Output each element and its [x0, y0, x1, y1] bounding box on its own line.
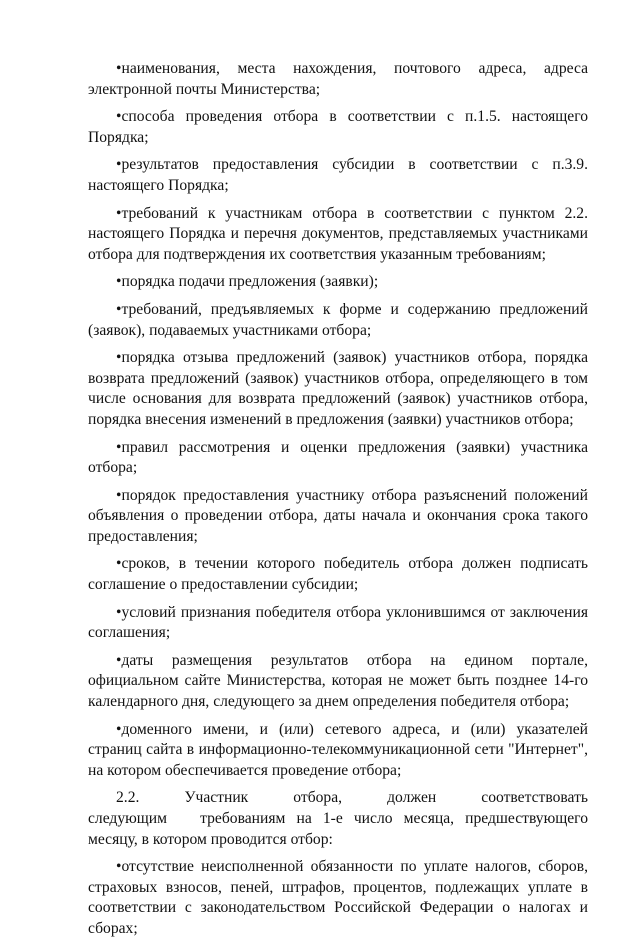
bullet-icon: •	[116, 858, 122, 876]
list-item-text: требований, предъявляемых к форме и содержанию предложений (заявок), подаваемых участниками отбора;	[88, 300, 588, 339]
list-item-text: порядка подачи предложения (заявки);	[121, 273, 379, 291]
list-item-text: наименования, места нахождения, почтового адреса, адреса электронной почты Министерства;	[88, 60, 588, 98]
list-item-text: способа проведения отбора в соответствии с п.1.5. настоящего Порядка;	[88, 108, 588, 146]
list-item-text: требований к участникам отбора в соответствии с пунктом 2.2. настоящего Порядка и перечня документов, представляемых участниками отбора для подтверждения их соответствия указанным требованиям;	[88, 204, 588, 263]
bullet-icon: •	[116, 60, 122, 77]
list-item	[88, 348, 588, 430]
list-item-text: сроков, в течении которого победитель отбора должен подписать соглашение о предоставлении субсидии;	[88, 555, 588, 594]
list-item	[88, 59, 588, 100]
list-item-text: условий признания победителя отбора уклонившимся от заключения соглашения;	[88, 603, 588, 642]
list-item	[88, 438, 588, 479]
bullet-icon: •	[116, 349, 122, 367]
section-2-2-lead: 2.2. Участник отбора, должен соответствовать следующим	[88, 789, 588, 827]
list-item	[88, 554, 588, 595]
bullet-icon: •	[116, 555, 122, 573]
list-item	[88, 651, 588, 713]
list-item-text: порядка отзыва предложений (заявок) участников отбора, порядка возврата предложений (заявок) участников отбора, определяющего в том числе основания для возврата предложений (заявок) участников отбора, порядка внесения изменений в предложения (заявки) участников отбора;	[88, 349, 588, 428]
bullet-icon: •	[116, 486, 122, 504]
list-item-text: доменного имени, и (или) сетевого адреса, и (или) указателей страниц сайта в информационно-телекоммуникационной сети "Интернет", на котором обеспечивается проведение отбора;	[88, 720, 588, 779]
list-item	[88, 603, 588, 644]
bullet-icon: •	[116, 204, 122, 222]
list-item	[88, 204, 588, 266]
list-item-text: отсутствие неисполненной обязанности по уплате налогов, сборов, страховых взносов, пеней, штрафов, процентов, подлежащих уплате в соответствии с законодательством Российской Федерации о налогах и сборах;	[88, 858, 588, 937]
bullet-icon: •	[116, 720, 122, 738]
section-2-2-paragraph	[88, 788, 588, 850]
list-item	[88, 272, 588, 293]
list-item-text: правил рассмотрения и оценки предложения (заявки) участника отбора;	[88, 438, 588, 477]
list-item	[88, 300, 588, 341]
bullet-icon: •	[116, 273, 122, 291]
section-2-2-rest: требованиям на 1-е число месяца, предшествующего месяцу, в котором проводится отбор:	[88, 810, 588, 848]
bullet-icon: •	[116, 438, 122, 456]
bullet-icon: •	[116, 300, 122, 318]
bullet-icon: •	[116, 603, 122, 621]
list-item-text: порядок предоставления участнику отбора разъяснений положений объявления о проведении отбора, даты начала и окончания срока такого предоставления;	[88, 486, 588, 545]
list-item	[88, 486, 588, 548]
list-item	[88, 720, 588, 782]
bullet-icon: •	[116, 156, 122, 174]
list-item	[88, 857, 588, 939]
bullet-icon: •	[116, 651, 122, 669]
bullet-icon: •	[116, 108, 122, 126]
list-item	[88, 107, 588, 148]
list-item-text: даты размещения результатов отбора на едином портале, официальном сайте Министерства, которая не может быть позднее 14-го календарного дня, следующего за днем определения победителя отбора;	[88, 651, 588, 711]
list-item	[88, 155, 588, 196]
list-item-text: результатов предоставления субсидии в соответствии с п.3.9. настоящего Порядка;	[88, 156, 588, 194]
